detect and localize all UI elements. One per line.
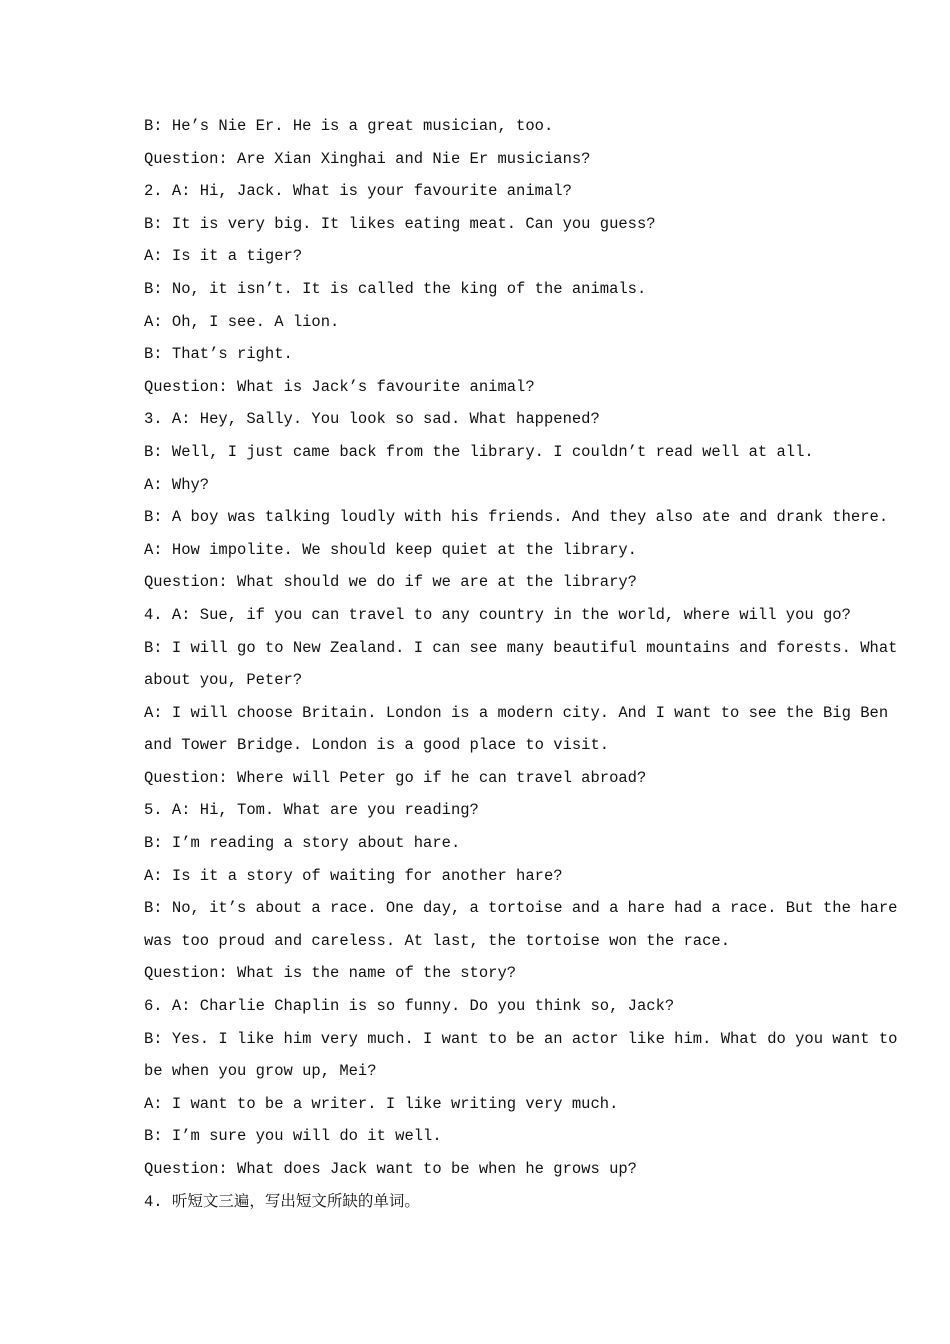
dialogue-3-start: 3. A: Hey, Sally. You look so sad. What happened?	[144, 410, 600, 429]
text-line: B: Yes. I like him very much. I want to be an actor like him. What do you want to	[144, 1029, 898, 1048]
text-line: A: Is it a tiger?	[144, 247, 303, 266]
text-line: A: Oh, I see. A lion.	[144, 312, 340, 331]
text-line: B: I’m sure you will do it well.	[144, 1127, 442, 1146]
text-line: was too proud and careless. At last, the tortoise won the race.	[144, 931, 730, 950]
dialogue-2-start: 2. A: Hi, Jack. What is your favourite animal?	[144, 182, 572, 201]
question-line: Question: What should we do if we are at the library?	[144, 573, 637, 592]
question-line: Question: What is the name of the story?	[144, 964, 517, 983]
document-body	[144, 113, 898, 1221]
text-line: A: I will choose Britain. London is a modern city. And I want to see the Big Ben	[144, 703, 889, 722]
text-line: B: It is very big. It likes eating meat. Can you guess?	[144, 214, 656, 233]
text-line: B: No, it isn’t. It is called the king of the animals.	[144, 279, 647, 298]
text-line: B: I will go to New Zealand. I can see many beautiful mountains and forests. What	[144, 638, 898, 657]
text-line: A: Is it a story of waiting for another hare?	[144, 866, 563, 885]
text-line: A: How impolite. We should keep quiet at the library.	[144, 540, 637, 559]
text-line: A: I want to be a writer. I like writing very much.	[144, 1094, 619, 1113]
text-line: be when you grow up, Mei?	[144, 1062, 377, 1081]
question-line: Question: Are Xian Xinghai and Nie Er musicians?	[144, 149, 591, 168]
question-line: Question: Where will Peter go if he can travel abroad?	[144, 768, 647, 787]
dialogue-5-start: 5. A: Hi, Tom. What are you reading?	[144, 801, 479, 820]
dialogue-6-start: 6. A: Charlie Chaplin is so funny. Do you think so, Jack?	[144, 997, 675, 1016]
text-line: B: Well, I just came back from the library. I couldn’t read well at all.	[144, 442, 814, 461]
text-line: B: That’s right.	[144, 345, 293, 364]
text-line: and Tower Bridge. London is a good place to visit.	[144, 736, 610, 755]
text-line: about you, Peter?	[144, 671, 303, 690]
text-line: B: No, it’s about a race. One day, a tortoise and a hare had a race. But the hare	[144, 899, 898, 918]
text-line: B: He’s Nie Er. He is a great musician, too.	[144, 117, 554, 135]
dialogue-4-start: 4. A: Sue, if you can travel to any country in the world, where will you go?	[144, 605, 851, 624]
text-line: B: I’m reading a story about hare.	[144, 834, 461, 853]
text-line: A: Why?	[144, 475, 210, 494]
question-line: Question: What does Jack want to be when he grows up?	[144, 1160, 637, 1178]
text-line: B: A boy was talking loudly with his friends. And they also ate and drank there.	[144, 508, 889, 527]
section-heading: 4. 听短文三遍，写出短文所缺的单词。	[144, 1192, 420, 1211]
question-line: Question: What is Jack’s favourite animal?	[144, 377, 535, 396]
